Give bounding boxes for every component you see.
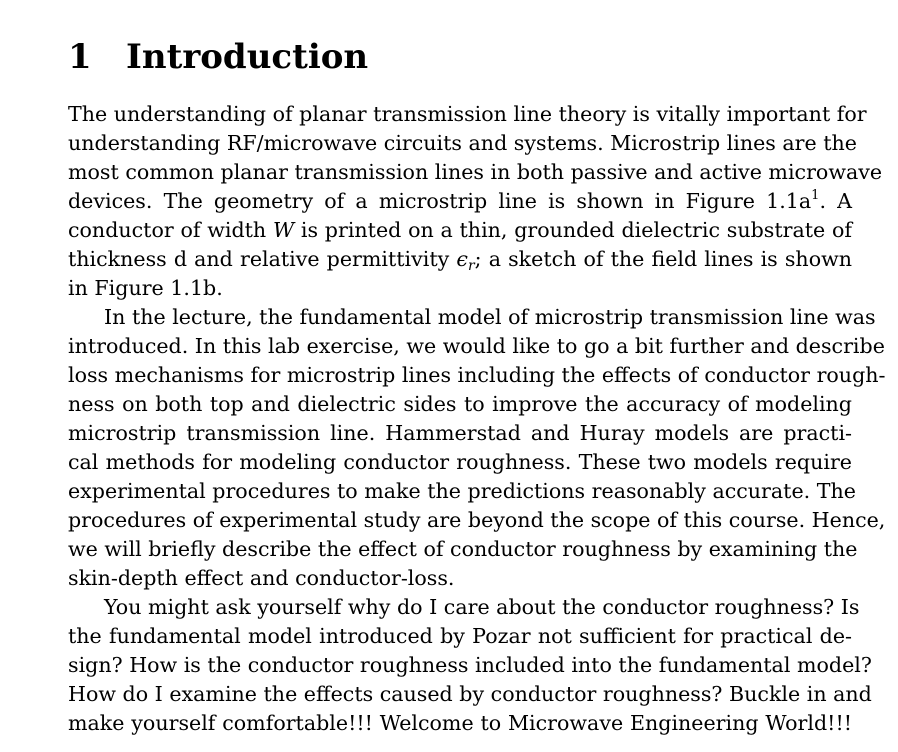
paragraph-line: the fundamental model introduced by Pozar not sufficient for practical de-: [68, 624, 852, 648]
paragraph-line: [68, 245, 852, 274]
paragraph-line: skin-depth effect and conductor-loss.: [68, 566, 455, 590]
paragraph-line: microstrip transmission line. Hammerstad and Huray models are practi-: [68, 421, 852, 445]
paragraph-1: [68, 100, 883, 303]
paragraph-line: How do I examine the effects caused by conductor roughness? Buckle in and: [68, 682, 872, 706]
paragraph-line: most common planar transmission lines in both passive and active microwave: [68, 160, 883, 184]
math-subscript: r: [467, 258, 475, 274]
text-run: conductor of width: [68, 218, 273, 242]
footnote-marker: 1: [811, 188, 820, 203]
paragraph-line: sign? How is the conductor roughness included into the fundamental model?: [68, 653, 872, 677]
text-run: thickness d and relative permittivity: [68, 247, 457, 271]
paragraph-line: we will briefly describe the effect of conductor roughness by examining the: [68, 537, 858, 561]
paragraph-line: make yourself comfortable!!! Welcome to Microwave Engineering World!!!: [68, 711, 852, 735]
paragraph-line: loss mechanisms for microstrip lines including the effects of conductor rough-: [68, 363, 886, 387]
section-title: Introduction: [126, 37, 369, 77]
section-heading: [68, 34, 368, 80]
paragraph-line: [68, 216, 852, 245]
paragraph-line: understanding RF/microwave circuits and systems. Microstrip lines are the: [68, 131, 857, 155]
text-run: . A: [819, 189, 852, 213]
paragraph-line: cal methods for modeling conductor roughness. These two models require: [68, 450, 852, 474]
paragraph-line: In the lecture, the fundamental model of microstrip transmission line was: [104, 305, 876, 329]
paragraph-line: ness on both top and dielectric sides to improve the accuracy of modeling: [68, 392, 852, 416]
paragraph-line: procedures of experimental study are beyond the scope of this course. Hence,: [68, 508, 886, 532]
text-run: ; a sketch of the field lines is shown: [474, 247, 852, 271]
paragraph-3: [68, 593, 872, 738]
paragraph-2: [68, 303, 886, 593]
text-run: devices. The geometry of a microstrip line is shown in Figure 1.1a: [68, 189, 812, 213]
paragraph-line: You might ask yourself why do I care about the conductor roughness? Is: [104, 595, 860, 619]
paragraph-line: in Figure 1.1b.: [68, 276, 223, 300]
math-variable-permittivity: ϵ: [456, 247, 468, 271]
section-number: 1: [68, 37, 92, 77]
math-variable-width: W: [272, 218, 295, 242]
paragraph-line: The understanding of planar transmission line theory is vitally important for: [68, 102, 867, 126]
text-run: is printed on a thin, grounded dielectric substrate of: [294, 218, 852, 242]
paragraph-line: introduced. In this lab exercise, we would like to go a bit further and describe: [68, 334, 885, 358]
paragraph-line: experimental procedures to make the predictions reasonably accurate. The: [68, 479, 856, 503]
body-text: [68, 100, 886, 738]
paragraph-line: [68, 187, 852, 216]
